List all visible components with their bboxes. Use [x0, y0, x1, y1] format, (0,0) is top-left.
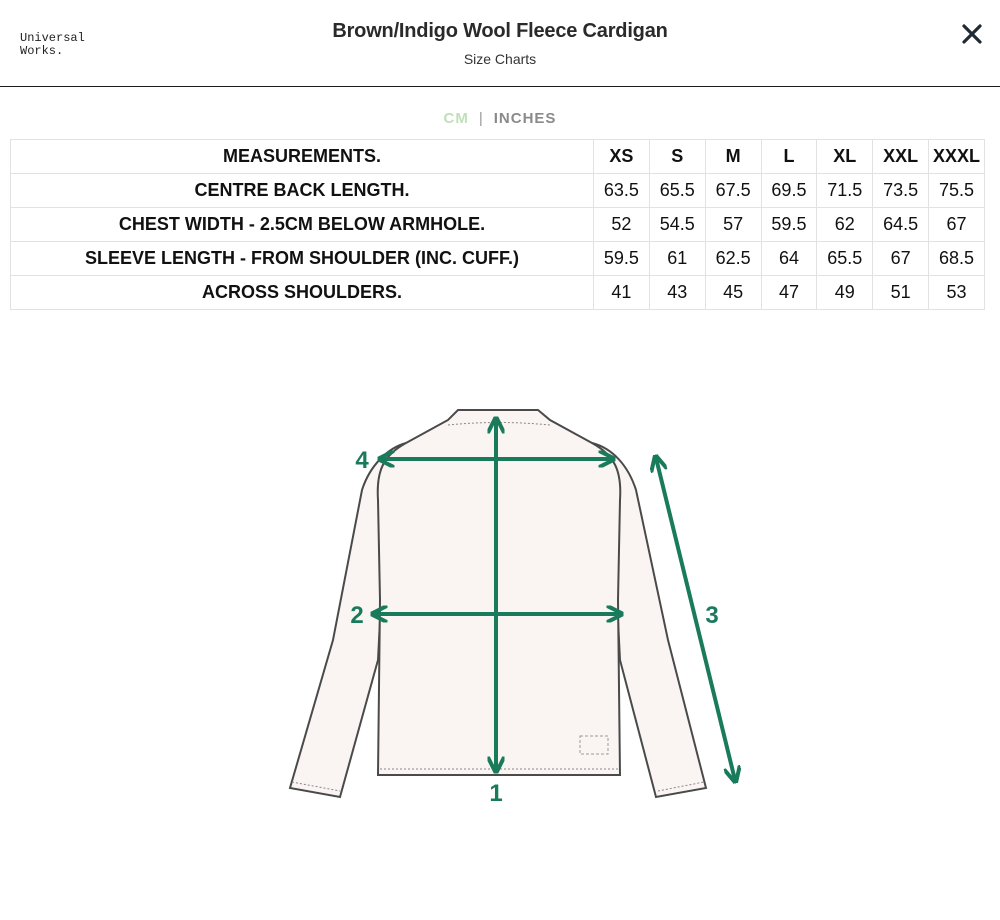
close-button[interactable] — [958, 20, 986, 48]
table-cell: 53 — [929, 276, 985, 310]
label-1: 1 — [489, 780, 503, 807]
unit-inches-option[interactable]: INCHES — [493, 110, 557, 127]
table-cell: 49 — [817, 276, 873, 310]
logo-line-2: Works. — [20, 44, 64, 58]
unit-toggle — [0, 110, 1000, 127]
table-cell: 62 — [817, 208, 873, 242]
table-row — [11, 208, 985, 242]
table-cell: 71.5 — [817, 174, 873, 208]
table-cell: 47 — [761, 276, 817, 310]
table-cell: 59.5 — [761, 208, 817, 242]
table-cell: 67 — [929, 208, 985, 242]
header-size-s: S — [649, 140, 705, 174]
table-cell: 64 — [761, 242, 817, 276]
table-cell: 69.5 — [761, 174, 817, 208]
table-cell: 75.5 — [929, 174, 985, 208]
table-header-row — [11, 140, 985, 174]
table-row — [11, 174, 985, 208]
header-size-l: L — [761, 140, 817, 174]
table-cell: 67 — [873, 242, 929, 276]
row-label: ACROSS SHOULDERS. — [11, 276, 594, 310]
page-title: Brown/Indigo Wool Fleece Cardigan — [332, 20, 668, 42]
row-label: CHEST WIDTH - 2.5CM BELOW ARMHOLE. — [11, 208, 594, 242]
table-cell: 54.5 — [649, 208, 705, 242]
label-3: 3 — [705, 602, 719, 629]
logo-line-1: Universal — [20, 31, 85, 45]
table-row — [11, 276, 985, 310]
header-size-xl: XL — [817, 140, 873, 174]
header-measurements: MEASUREMENTS. — [11, 140, 594, 174]
header-size-xs: XS — [594, 140, 650, 174]
header-size-xxl: XXL — [873, 140, 929, 174]
table-cell: 45 — [705, 276, 761, 310]
table-cell: 57 — [705, 208, 761, 242]
table-cell: 63.5 — [594, 174, 650, 208]
unit-separator: | — [478, 110, 484, 127]
table-cell: 61 — [649, 242, 705, 276]
table-cell: 59.5 — [594, 242, 650, 276]
table-cell: 68.5 — [929, 242, 985, 276]
table-cell: 43 — [649, 276, 705, 310]
row-label: SLEEVE LENGTH - FROM SHOULDER (INC. CUFF.) — [11, 242, 594, 276]
label-2: 2 — [350, 602, 364, 629]
table-cell: 41 — [594, 276, 650, 310]
size-chart-table — [10, 139, 985, 310]
measurement-diagram — [270, 395, 770, 815]
row-label: CENTRE BACK LENGTH. — [11, 174, 594, 208]
table-cell: 51 — [873, 276, 929, 310]
table-cell: 73.5 — [873, 174, 929, 208]
table-cell: 62.5 — [705, 242, 761, 276]
table-cell: 67.5 — [705, 174, 761, 208]
table-cell: 65.5 — [649, 174, 705, 208]
header — [0, 0, 1000, 87]
header-size-m: M — [705, 140, 761, 174]
table-cell: 65.5 — [817, 242, 873, 276]
table-row — [11, 242, 985, 276]
unit-cm-option[interactable]: CM — [443, 110, 469, 127]
garment-body — [378, 410, 621, 775]
table-cell: 52 — [594, 208, 650, 242]
header-size-xxxl: XXXL — [929, 140, 985, 174]
close-icon — [958, 20, 986, 48]
page-subtitle: Size Charts — [463, 51, 537, 67]
table-cell: 64.5 — [873, 208, 929, 242]
label-4: 4 — [355, 447, 369, 474]
